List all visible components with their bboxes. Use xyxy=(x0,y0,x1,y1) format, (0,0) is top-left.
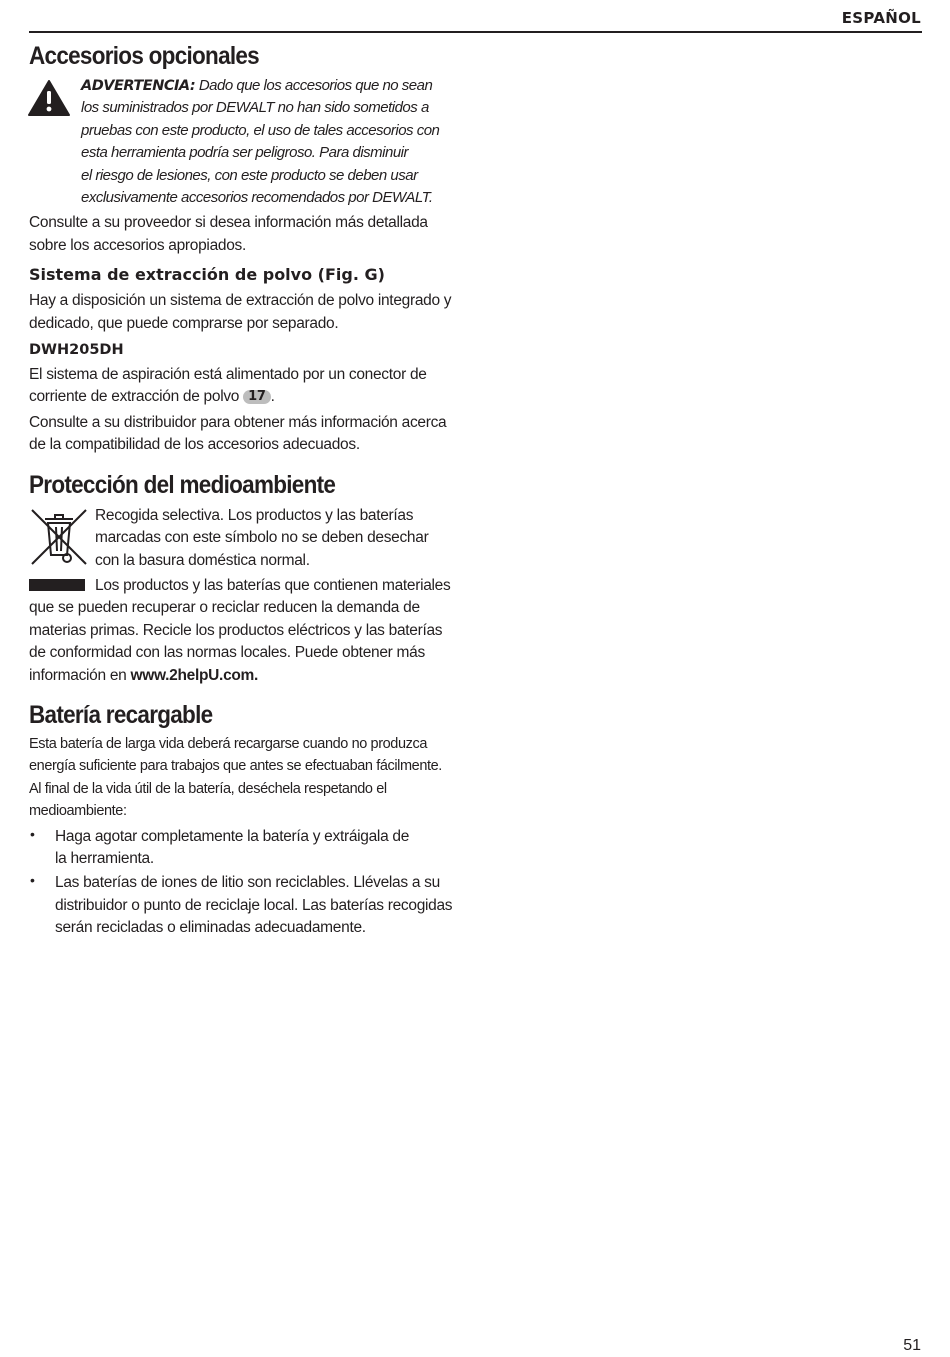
bullet-2-line-1: • Las baterías de iones de litio son reciclables. Llévelas a su xyxy=(55,874,440,892)
polvo-intro-line-2: dedicado, que puede comprarse por separado. xyxy=(29,314,339,332)
weee-line-1: Recogida selectiva. Los productos y las baterías xyxy=(95,506,414,524)
language-label: ESPAÑOL xyxy=(841,9,921,27)
header-rule xyxy=(29,31,922,33)
power-line-2: corriente de extracción de polvo 17 . xyxy=(29,388,275,406)
warning-label: ADVERTENCIA: xyxy=(81,78,196,94)
bateria-intro xyxy=(29,733,469,823)
recycle-line-3: materias primas. Recicle los productos eléctricos y las baterías xyxy=(29,621,443,639)
bateria-intro-line-1: Esta batería de larga vida deberá recargarse cuando no produzca xyxy=(29,735,427,752)
weee-block xyxy=(29,505,469,572)
part-number-badge: 17 xyxy=(243,390,271,404)
list-item xyxy=(29,872,469,939)
warning-line-2: los suministrados por DEWALT no han sido sometidos a xyxy=(81,99,429,117)
section-title-bateria: Batería recargable xyxy=(29,700,213,729)
bullet-1-line-2: la herramienta. xyxy=(55,849,154,867)
consult-line-2: sobre los accesorios apropiados. xyxy=(29,236,246,254)
website-link[interactable]: www.2helpU.com. xyxy=(130,666,259,684)
compat-line-2: de la compatibilidad de los accesorios adecuados. xyxy=(29,436,360,454)
warning-block xyxy=(29,75,469,209)
warning-line-5: el riesgo de lesiones, con este producto se deben usar xyxy=(81,166,418,184)
consult-line-1: Consulte a su proveedor si desea información más detallada xyxy=(29,214,428,232)
bullet-2-line-3: serán recicladas o eliminadas adecuadamente. xyxy=(55,919,366,937)
recycle-line-4: de conformidad con las normas locales. Puede obtener más xyxy=(29,644,425,662)
warning-triangle-icon xyxy=(27,79,71,117)
weee-line-2: marcadas con este símbolo no se deben desechar xyxy=(95,529,429,547)
compat-line-1: Consulte a su distribuidor para obtener más información acerca xyxy=(29,413,447,431)
info-line: información en www.2helpU.com. xyxy=(29,666,259,684)
bateria-intro-line-4: medioambiente: xyxy=(29,803,127,820)
warning-line-3: pruebas con este producto, el uso de tales accesorios con xyxy=(81,121,440,139)
model-heading: DWH205DH xyxy=(29,342,124,359)
subsection-title-polvo: Sistema de extracción de polvo (Fig. G) xyxy=(29,265,385,285)
separate-collection-bar xyxy=(29,579,85,591)
bullet-1-line-1: • Haga agotar completamente la batería y extráigala de xyxy=(55,827,410,845)
page-number: 51 xyxy=(903,1337,921,1354)
recycle-line-1: Los productos y las baterías que contienen materiales xyxy=(29,575,469,597)
warning-line-1: ADVERTENCIA: Dado que los accesorios que no sean xyxy=(81,77,433,94)
recycle-line-2: que se pueden recuperar o reciclar reducen la demanda de xyxy=(29,599,420,617)
section-title-accesorios: Accesorios opcionales xyxy=(29,42,259,70)
content-column xyxy=(29,38,469,942)
warning-line-6: exclusivamente accesorios recomendados por DEWALT. xyxy=(81,189,433,207)
bateria-intro-line-3: Al final de la vida útil de la batería, deséchela respetando el xyxy=(29,780,387,797)
polvo-intro-line-1: Hay a disposición un sistema de extracción de polvo integrado y xyxy=(29,292,452,310)
warning-line-4: esta herramienta podría ser peligroso. Para disminuir xyxy=(81,144,409,162)
list-item xyxy=(29,826,469,871)
section-title-proteccion: Protección del medioambiente xyxy=(29,470,336,499)
bullet-2-line-2: distribuidor o punto de reciclaje local. Las baterías recogidas xyxy=(55,896,453,914)
bateria-intro-line-2: energía suficiente para trabajos que antes se efectuaban fácilmente. xyxy=(29,758,442,775)
weee-line-3: con la basura doméstica normal. xyxy=(95,551,310,569)
crossed-bin-icon xyxy=(29,507,89,567)
bateria-bullet-list xyxy=(29,826,469,940)
power-line-1: El sistema de aspiración está alimentado por un conector de xyxy=(29,366,427,384)
